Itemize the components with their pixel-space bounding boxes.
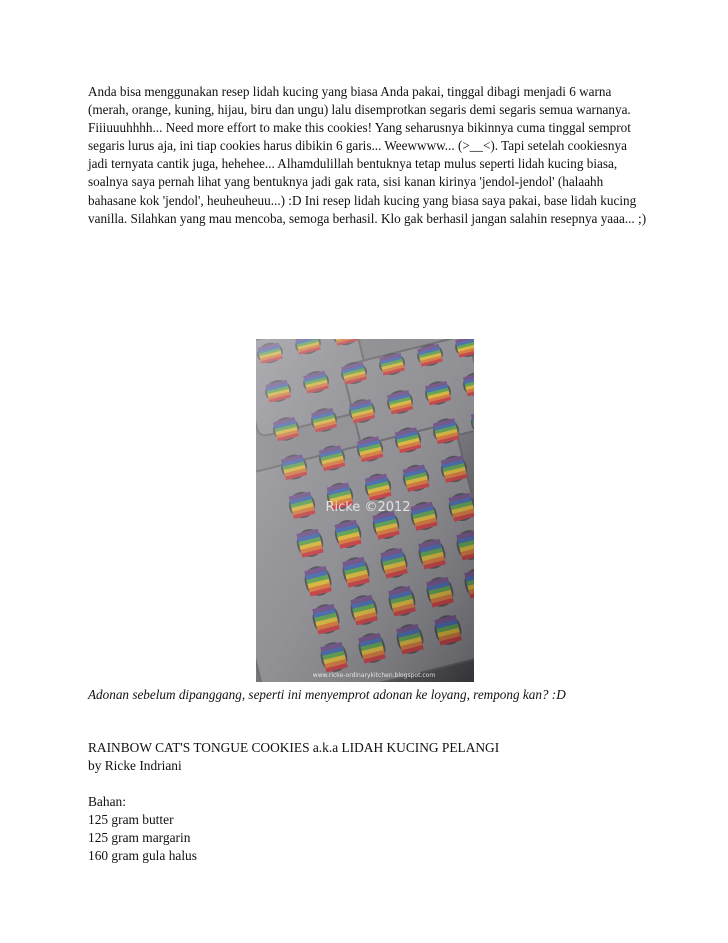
ingredient-item: 125 gram butter [88, 812, 174, 827]
recipe-author: by Ricke Indriani [88, 758, 182, 773]
spacer [88, 775, 648, 793]
recipe-title: RAINBOW CAT'S TONGUE COOKIES a.k.a LIDAH KUCING PELANGI [88, 740, 500, 755]
cookie-tray-illustration [256, 339, 474, 682]
photo-footer-url: www.ricke-ordinarykitchen.blogspot.com [312, 672, 436, 679]
cookie-tray-photo [256, 339, 474, 682]
intro-paragraph: Anda bisa menggunakan resep lidah kucing yang biasa Anda pakai, tinggal dibagi menjadi 6 warna (merah, orange, kuning, hijau, biru dan ungu) lalu disemprotkan segaris demi segaris semua warnanya. Fiiiuuuhhhh... Need more effort to make this cookies! Yang seharusnya bikinnya cuma tinggal semprot segaris lurus aja, ini tiap cookies harus dibikin 6 garis... Weewwww... (>__<). Tapi setelah cookiesnya jadi ternyata cantik juga, hehehee... Alhamdulillah bentuknya tetap mulus seperti lidah kucing biasa, soalnya saya pernah lihat yang bentuknya jadi gak rata, sisi kanan kirinya 'jendol-jendol' (halaahh bahasane kok 'jendol', heuheuheuu...) :D Ini resep lidah kucing yang biasa saya pakai, base lidah kucing vanilla. Silahkan yang mau mencoba, semoga berhasil. Klo gak berhasil jangan salahin resepnya yaaa... ;) [88, 84, 647, 226]
ingredient-item: 160 gram gula halus [88, 848, 197, 863]
photo-watermark: Ricke ©2012 [325, 500, 411, 515]
photo-caption: Adonan sebelum dipanggang, seperti ini menyemprot adonan ke loyang, rempong kan? :D [88, 687, 566, 702]
ingredients-heading: Bahan: [88, 794, 126, 809]
recipe-section [88, 739, 648, 865]
ingredient-item: 125 gram margarin [88, 830, 191, 845]
